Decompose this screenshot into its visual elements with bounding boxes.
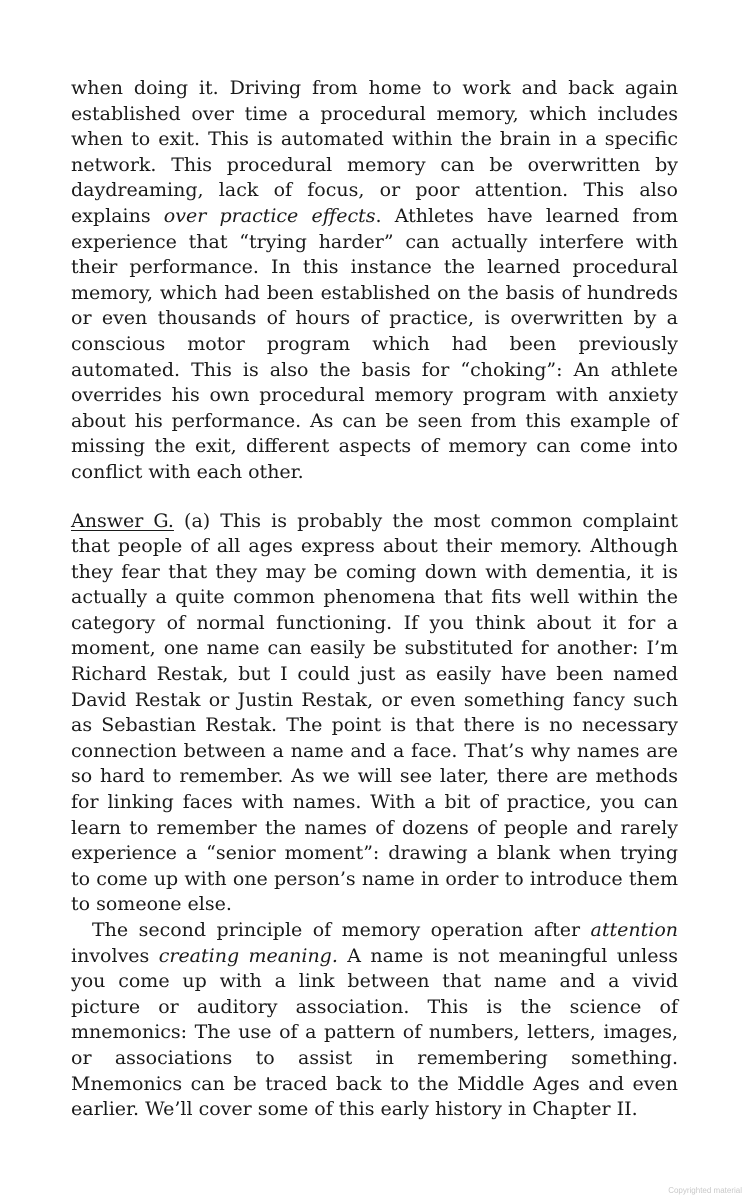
paragraph-1-text-b: . Athletes have learned from experience that “trying harder” can actually interfere with their performance. In this instance the learned procedural memory, which had been established on the basis of hundreds or even thousands of hours of practice, is overwritten by a conscious motor program which had been previously automated. This is also the basis for “choking”: An athlete overrides his own procedural memory program with anxiety about his performance. As can be seen from this example of missing the exit, different aspects of memory can come into conflict with each other. <box>71 204 678 483</box>
paragraph-3-text-b: involves <box>71 944 159 967</box>
paragraph-1-text-a: when doing it. Driving from home to work and back again established over time a procedural memory, which includes when to exit. This is automated within the brain in a specific network. This procedural memory can be overwritten by daydreaming, lack of focus, or poor attention. This also explains <box>71 77 678 227</box>
answer-label: Answer G. <box>71 509 174 532</box>
paragraph-spacer <box>71 486 678 509</box>
book-page <box>71 76 678 1123</box>
paragraph-procedural-memory <box>71 76 678 486</box>
paragraph-1-emphasis: over practice effects <box>163 204 376 227</box>
paragraph-3-text-a: The second principle of memory operation after <box>92 919 591 941</box>
paragraph-3-emphasis-meaning: creating meaning. <box>158 944 338 967</box>
paragraph-2-text: (a) This is probably the most common complaint that people of all ages express about their memory. Although they fear that they may be coming down with dementia, it is actually a quite common phenomena that fits well within the category of normal functioning. If you think about it for a moment, one name can easily be substituted for another: I’m Richard Restak, but I could just as easily have been named David Restak or Justin Restak, or even something fancy such as Sebastian Restak. The point is that there is no necessary connection between a name and a face. That’s why names are so hard to remember. As we will see later, there are methods for linking faces with names. With a bit of practice, you can learn to remember the names of dozens of people and rarely experience a “senior moment”: drawing a blank when trying to come up with one person’s name in order to introduce them to someone else. <box>71 509 678 916</box>
paragraph-creating-meaning <box>71 918 678 1123</box>
paragraph-3-text-c: A name is not meaningful unless you come up with a link between that name and a vivid picture or auditory association. This is the science of mnemonics: The use of a pattern of numbers, letters, images, or associations to assist in remembering something. Mnemonics can be traced back to the Middle Ages and even earlier. We’ll cover some of this early history in Chapter II. <box>71 944 678 1121</box>
paragraph-answer-g <box>71 509 678 919</box>
paragraph-3-emphasis-attention: attention <box>590 919 678 941</box>
copyright-watermark: Copyrighted material <box>668 1186 742 1195</box>
